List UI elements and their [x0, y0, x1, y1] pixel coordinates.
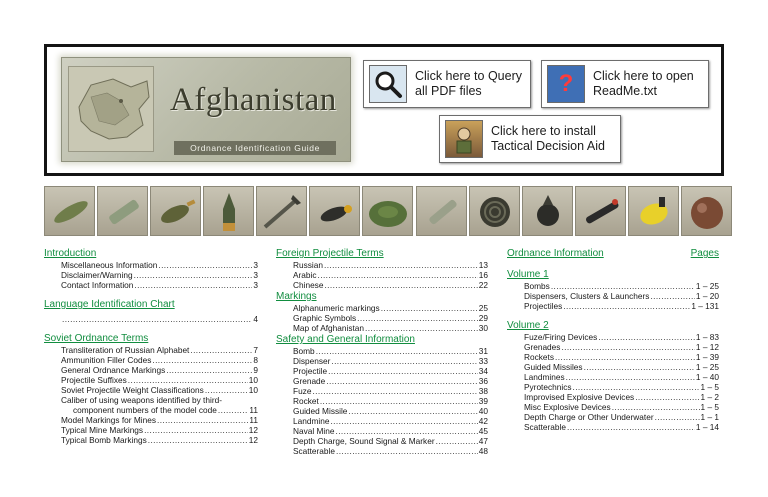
toc-item[interactable]: Bombs ..... 1 – 25: [507, 281, 719, 291]
markings-link[interactable]: Markings: [276, 291, 317, 302]
toc-item[interactable]: Scatterable ..... 1 – 14: [507, 422, 719, 432]
ordnance-info-header: [507, 247, 719, 260]
toc-item[interactable]: Landmines ..... 1 – 40: [507, 372, 719, 382]
open-readme-button[interactable]: [541, 60, 709, 108]
grenade-launcher-icon[interactable]: [416, 186, 467, 236]
toc-item[interactable]: Fuze ..... 38: [276, 386, 488, 396]
safety-general-link[interactable]: Safety and General Information: [276, 334, 415, 345]
toc-item[interactable]: Improvised Explosive Devices ..... 1 – 2: [507, 392, 719, 402]
toc-column-1: [44, 247, 258, 445]
introduction-link[interactable]: Introduction: [44, 248, 97, 259]
soldier-icon: [445, 120, 483, 158]
toc-item[interactable]: Rockets ..... 1 – 39: [507, 352, 719, 362]
ordnance-information-link[interactable]: Ordnance Information: [507, 248, 604, 259]
map-icon: [68, 66, 154, 152]
language-chart-link[interactable]: Language Identification Chart: [44, 299, 175, 310]
toc-item[interactable]: Soviet Projectile Weight Classifications ..... 10: [44, 385, 258, 395]
question-icon: ?: [547, 65, 585, 103]
toc-item[interactable]: Miscellaneous Information ..... 3: [44, 260, 258, 270]
open-readme-label: Click here to open ReadMe.txt: [593, 69, 694, 98]
pages-link[interactable]: Pages: [690, 248, 719, 259]
header-banner: [44, 44, 724, 176]
logo-title: Afghanistan: [170, 82, 337, 118]
toc-item[interactable]: General Ordnance Markings ..... 9: [44, 365, 258, 375]
toc-item[interactable]: Alphanumeric markings ..... 25: [276, 303, 488, 313]
volume-1-link[interactable]: Volume 1: [507, 269, 549, 280]
toc-item[interactable]: component numbers of the model code ..... 11: [44, 405, 258, 415]
toc-item[interactable]: Dispenser ..... 33: [276, 356, 488, 366]
rocket-pod-icon[interactable]: [97, 186, 148, 236]
toc-item[interactable]: Bomb ..... 31: [276, 346, 488, 356]
toc-item[interactable]: Russian ..... 13: [276, 260, 488, 270]
coiled-mine-icon[interactable]: [469, 186, 520, 236]
guided-missile-icon[interactable]: [575, 186, 626, 236]
toc-item[interactable]: Projectile ..... 34: [276, 366, 488, 376]
foreign-projectile-link[interactable]: Foreign Projectile Terms: [276, 248, 384, 259]
mortar-icon[interactable]: [150, 186, 201, 236]
toc-item[interactable]: Dispensers, Clusters & Launchers ..... 1 – 20: [507, 291, 719, 301]
afghanistan-logo: [61, 57, 351, 162]
install-tda-label: Click here to install Tactical Decision Aid: [491, 124, 605, 153]
toc-item[interactable]: Map of Afghanistan ..... 30: [276, 323, 488, 333]
toc-item[interactable]: Graphic Symbols ..... 29: [276, 313, 488, 323]
projectile-icon[interactable]: [203, 186, 254, 236]
round-grenade-icon[interactable]: [681, 186, 732, 236]
toc-item[interactable]: Landmine ..... 42: [276, 416, 488, 426]
query-pdf-label: Click here to Query all PDF files: [415, 69, 522, 98]
toc-item[interactable]: Depth Charge or Other Underwater ..... 1 – 1: [507, 412, 719, 422]
toc-item[interactable]: Typical Mine Markings ..... 12: [44, 425, 258, 435]
toc-item[interactable]: Grenades ..... 1 – 12: [507, 342, 719, 352]
toc-item[interactable]: Guided Missiles ..... 1 – 25: [507, 362, 719, 372]
logo-subtitle: Ordnance Identification Guide: [174, 141, 336, 155]
toc-item[interactable]: Transliteration of Russian Alphabet ..... 7: [44, 345, 258, 355]
toc-item[interactable]: Model Markings for Mines ..... 11: [44, 415, 258, 425]
toc-item[interactable]: Pyrotechnics ..... 1 – 5: [507, 382, 719, 392]
toc-item[interactable]: Depth Charge, Sound Signal & Marker ..... 47: [276, 436, 488, 446]
query-pdf-button[interactable]: [363, 60, 531, 108]
soviet-ordnance-link[interactable]: Soviet Ordnance Terms: [44, 333, 149, 344]
submunition-icon[interactable]: [309, 186, 360, 236]
toc-item[interactable]: Arabic ..... 16: [276, 270, 488, 280]
install-tda-button[interactable]: [439, 115, 621, 163]
bomblet-icon[interactable]: [522, 186, 573, 236]
toc-item[interactable]: Typical Bomb Markings ..... 12: [44, 435, 258, 445]
toc-item[interactable]: Ammunition Filler Codes ..... 8: [44, 355, 258, 365]
toc-column-3: [507, 247, 719, 432]
toc-item[interactable]: Scatterable ..... 48: [276, 446, 488, 456]
yellow-mine-icon[interactable]: [628, 186, 679, 236]
volume-2-link[interactable]: Volume 2: [507, 320, 549, 331]
toc-item[interactable]: Projectiles ..... 1 – 131: [507, 301, 719, 311]
toc-item[interactable]: ..... 4: [44, 314, 258, 324]
toc-item[interactable]: Naval Mine ..... 45: [276, 426, 488, 436]
bomb-icon[interactable]: [44, 186, 95, 236]
ordnance-thumbnail-strip: [44, 186, 724, 236]
toc-item[interactable]: Guided Missile ..... 40: [276, 406, 488, 416]
toc-item-multiline-first[interactable]: Caliber of using weapons identified by third-: [61, 395, 222, 405]
landmine-icon[interactable]: [362, 186, 413, 236]
toc-column-2: [276, 247, 488, 456]
toc-item[interactable]: Disclaimer/Warning ..... 3: [44, 270, 258, 280]
fin-projectile-icon[interactable]: [256, 186, 307, 236]
toc-item[interactable]: Misc Explosive Devices ..... 1 – 5: [507, 402, 719, 412]
toc-item[interactable]: Chinese ..... 22: [276, 280, 488, 290]
toc-item[interactable]: Fuze/Firing Devices ..... 1 – 83: [507, 332, 719, 342]
toc-item[interactable]: Contact Information ..... 3: [44, 280, 258, 290]
toc-item[interactable]: Projectile Suffixes ..... 10: [44, 375, 258, 385]
toc-item[interactable]: Grenade ..... 36: [276, 376, 488, 386]
magnifier-icon: [369, 65, 407, 103]
toc-item[interactable]: Rocket ..... 39: [276, 396, 488, 406]
